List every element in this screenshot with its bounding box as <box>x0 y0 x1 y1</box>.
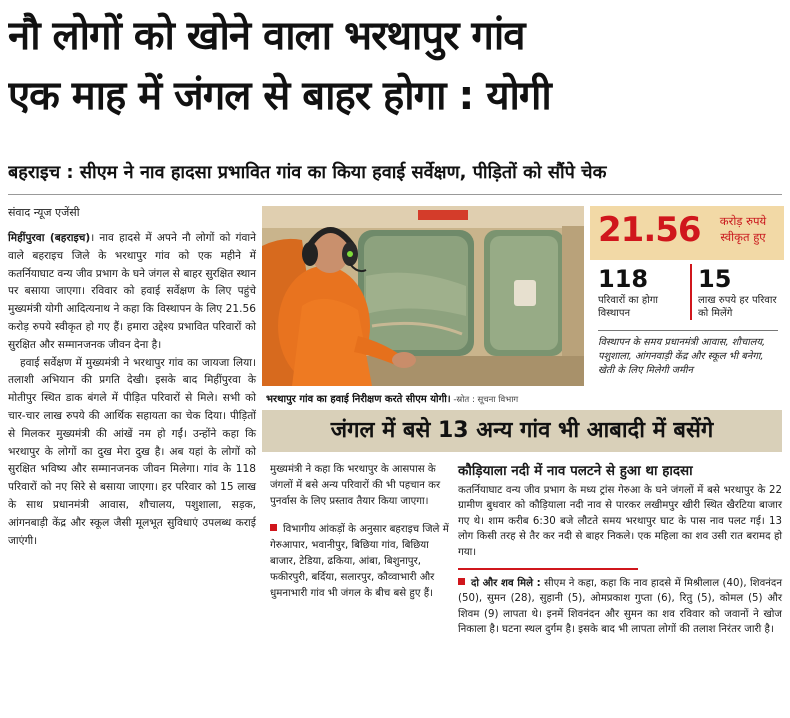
subheadline <box>8 160 786 184</box>
paragraph-text: सीएम ने कहा, कहा कि नाव हादसे में मिश्रीलाल (40), शिवनंदन (50), सुमन (28), सुहानी (5), ओमप्रकाश गुप्ता (6), रितु (5), कोमल (5) और शिवम (9) लापता थे। इनमें शिवनंदन और सुमन का शव रविवार को जवानों ने खोज निकाला है। घटना स्थल दुर्गम है। इसके बाद भी लापता लोगों की तलाश निरंतर जारी है। <box>458 578 782 636</box>
top-divider <box>8 194 782 195</box>
fact-box-divider <box>598 330 778 331</box>
article-right-column <box>458 462 782 638</box>
article-paragraph: हवाई सर्वेक्षण में मुख्यमंत्री ने भरथापुर गांव का जायजा लिया। तलाशी अभियान की प्रगति देखी। इसके बाद मिहींपुरवा के मोतीपुर स्थित डाक बंगले में पीड़ित परिवारों से मिले। सभी को चार-चार लाख रुपये की आर्थिक सहायता का चेक दिया। पीड़ितों से मिलकर मुख्यमंत्री की आंखें नम हो गईं। उन्होंने कहा कि भरथापुर के लोगों का दुख मेरा दुख है। अब यहां के लोगों को सुरक्षित भविष्य और सम्मानजनक जीवन मिलेगा। गांव के 118 परिवारों को नए सिरे से बसाया जाएगा। हर परिवार को 15 लाख के साथ प्रधानमंत्री आवास, शौचालय, पशुशाला, सड़क, आंगनबाड़ी केंद्र और स्कूल जैसी मूलभूत सुविधाएं उपलब्ध कराई जाएंगी। <box>8 356 256 547</box>
families-stat <box>598 264 684 320</box>
paragraph-lead: दो और शव मिले : <box>471 578 541 590</box>
fact-box-note: विस्थापन के समय प्रधानमंत्री आवास, शौचालय, पशुशाला, आंगनवाड़ी केंद्र और स्कूल भी बनेगा, खेती के लिए मिलेगी जमीन <box>598 337 766 376</box>
photo-caption <box>262 386 584 408</box>
article-paragraph: मुख्यमंत्री ने कहा कि भरथापुर के आसपास के जंगलों में बसे अन्य परिवारों की भी पहचान कर पुनर्वास के लिए प्रस्ताव तैयार किया जाएगा। <box>270 464 441 507</box>
families-count: 118 <box>598 265 649 293</box>
fact-box-amount-row <box>590 206 784 260</box>
article-paragraph: कतर्नियाघाट वन्य जीव प्रभाग के मध्य ट्रांस गेरुआ के घने जंगलों में बसे भरथापुर के 22 ग्रामीण बुधवार को कौड़ियाला नदी नाव से पारकर लखीमपुर खीरी स्थित खैरटिया बाजार गए थे। शाम करीब 6:30 बजे लौटते समय भरथापुर घाट के पास नाव पलट गई। 13 लोग किसी तरह से तैर कर नदी से बाहर निकले। एक महिला का शव उसी रात बरामद हो गया। <box>458 485 782 558</box>
section-heading: कौड़ियाला नदी में नाव पलटने से हुआ था हादसा <box>458 463 693 479</box>
paragraph-text: । नाव हादसे में अपने नौ लोगों को गंवाने वाले बहराइच जिले के भरथापुर गांव को एक महीने में कतर्नियाघाट वन्य जीव प्रभाग के घने जंगल से बाहर सुरक्षित स्थान पर बसाया जाएगा। रविवार को हवाई सर्वेक्षण के लिए पहुंचे मुख्यमंत्री योगी आदित्यनाथ ने कहा कि विस्थापन के लिए 21.56 करोड़ रुपये स्वीकृत हो गए हैं। हमारा उद्देश्य प्रभावित परिवारों को सुरक्षित और सम्मानजनक जीवन देना है। <box>8 232 256 351</box>
red-divider <box>458 568 638 570</box>
red-bullet-icon <box>458 578 465 585</box>
compensation-stat <box>690 264 782 320</box>
subheadline-place: बहराइच <box>8 162 61 183</box>
sanctioned-amount: 21.56 <box>598 210 701 250</box>
section-banner <box>262 410 782 452</box>
article-middle-column <box>270 462 454 614</box>
photo-caption-text: भरथापुर गांव का हवाई निरीक्षण करते सीएम योगी। <box>266 394 451 405</box>
section-banner-text: जंगल में बसे 13 अन्य गांव भी आबादी में बसेंगे <box>330 418 714 443</box>
compensation-amount: 15 <box>698 265 732 293</box>
photo-source: -स्रोत : सूचना विभाग <box>450 395 519 405</box>
paragraph-text: विभागीय आंकड़ों के अनुसार बहराइच जिले में गेरुआपार, भवानीपुर, बिछिया गांव, बिछिया बाजार, टेडिया, ढकिया, आंबा, बिशुनापुर, फकीरपुरी, बर्दिया, सलारपुर, कौव्वाभारी और धुमनाभारी गांव भी जंगल के बीच बसे हुए हैं। <box>270 524 449 599</box>
sanctioned-amount-label: करोड़ रुपये स्वीकृत हुए <box>719 214 767 244</box>
families-label: परिवारों का होगा विस्थापन <box>598 295 658 319</box>
byline: संवाद न्यूज एजेंसी <box>8 206 80 219</box>
fact-box <box>590 206 784 406</box>
subheadline-text: : सीएम ने नाव हादसा प्रभावित गांव का किया हवाई सर्वेक्षण, पीड़ितों को सौंपे चेक <box>60 162 607 183</box>
headline-line-1: नौ लोगों को खोने वाला भरथापुर गांव <box>8 13 525 59</box>
article-paragraph <box>458 576 782 638</box>
headline <box>8 6 786 126</box>
dateline-place: मिहींपुरवा (बहराइच) <box>8 232 91 244</box>
article-left-column <box>8 230 256 550</box>
red-bullet-icon <box>270 524 277 531</box>
compensation-label: लाख रुपये हर परिवार को मिलेंगे <box>698 295 777 319</box>
article-paragraph <box>270 522 454 602</box>
headline-line-2: एक माह में जंगल से बाहर होगा : योगी <box>8 73 551 119</box>
article-paragraph <box>8 230 256 355</box>
helicopter-photo <box>262 206 584 386</box>
helicopter-photo-illustration <box>262 206 584 386</box>
